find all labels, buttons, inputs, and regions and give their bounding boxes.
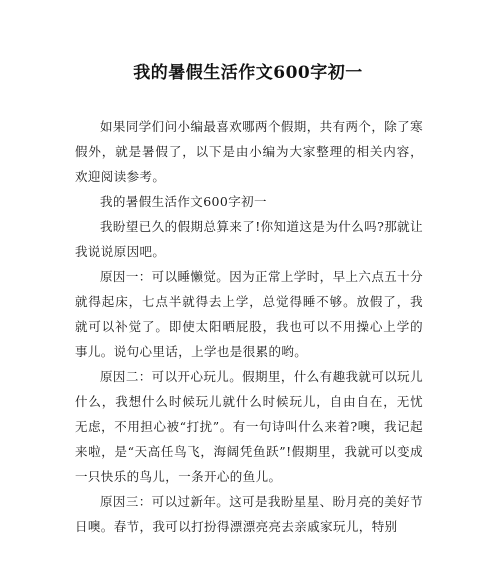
document-title: 我的暑假生活作文600字初一 [133, 63, 363, 83]
document-body [75, 114, 423, 539]
paragraph-reason-two: 原因二：可以开心玩儿。假期里，什么有趣我就可以玩儿什么，我想什么时候玩儿就什么时候玩儿，自由自在，无忧无虑，不用担心被“打扰”。有一句诗叫什么来着?噢，我记起来啦，是“天高任鸟飞，海阔凭鱼跃”!假期里，我就可以变成一只快乐的鸟儿，一条开心的鱼儿。 [75, 369, 423, 484]
paragraph-intro: 如果同学们问小编最喜欢哪两个假期，共有两个，除了寒假外，就是暑假了，以下是由小编为大家整理的相关内容，欢迎阅读参考。 [75, 119, 423, 184]
paragraph-subtitle: 我的暑假生活作文600字初一 [100, 194, 267, 209]
paragraph-reason-one: 原因一：可以睡懒觉。因为正常上学时，早上六点五十分就得起床，七点半就得去上学，总觉得睡不够。放假了，我就可以补觉了。即使太阳晒屁股，我也可以不用操心上学的事儿。说句心里话，上学也是很累的哟。 [75, 269, 423, 359]
paragraph-reason-three: 原因三：可以过新年。这可是我盼星星、盼月亮的美好节日噢。春节，我可以打扮得漂漂亮亮去亲戚家玩儿，特别 [75, 494, 423, 534]
paragraph-opening: 我盼望已久的假期总算来了!你知道这是为什么吗?那就让我说说原因吧。 [75, 219, 423, 259]
